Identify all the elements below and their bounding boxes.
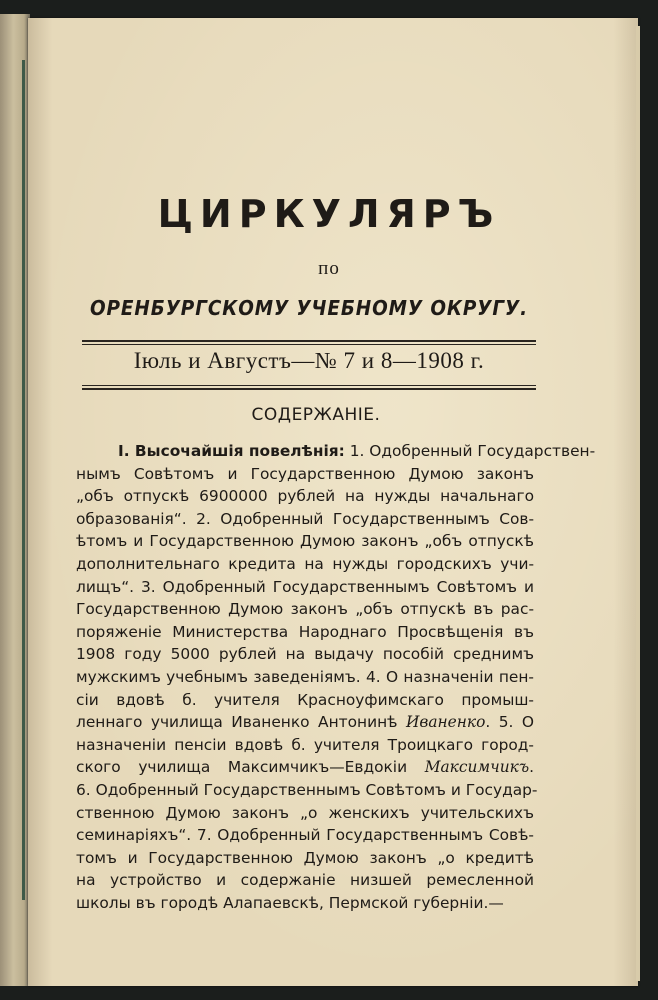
body-line (76, 530, 534, 553)
body-line (76, 824, 534, 847)
body-line-text: леннаго училища Иваненко Антонинѣ (76, 713, 406, 732)
italic-surname: Максимчикъ (424, 758, 530, 777)
spine-binding-line (22, 60, 25, 900)
body-line (76, 869, 534, 892)
body-line (76, 485, 534, 508)
book-spine (0, 14, 30, 986)
body-line-text: школы въ городѣ Алапаевскѣ, Пермской губерніи.— (76, 893, 504, 912)
issue-line: Іюль и Августъ—№ 7 и 8—1908 г. (133, 348, 485, 373)
body-line (76, 643, 534, 666)
body-line (76, 779, 538, 802)
section-lead: I. Высочайшія повелѣнія: (118, 442, 345, 460)
page-edge (636, 26, 640, 981)
body-line-text: ского училища Максимчикъ—Евдокіи (76, 758, 425, 777)
body-line (76, 711, 534, 734)
body-line (76, 847, 534, 870)
body-line (76, 689, 534, 712)
top-rule (82, 340, 536, 342)
body-line-text: 6. Одобренный Государственнымъ Совѣтомъ и Государ- (76, 780, 538, 799)
body-line-text: мужскимъ учебнымъ заведеніямъ. 4. О назначеніи пен- (76, 667, 534, 686)
body-line-text: Государственною Думою законъ „объ отпускѣ въ рас- (76, 600, 534, 619)
title-preposition: по (318, 258, 340, 279)
body-line-text: дополнительнаго кредита на нужды городскихъ учи- (76, 554, 534, 573)
body-line-text: поряженіе Министерства Народнаго Просвѣщенія въ (76, 622, 534, 641)
body-line-tail: . (529, 758, 534, 777)
body-line (76, 802, 534, 825)
district-name: ОРЕНБУРГСКОМУ УЧЕБНОМУ ОКРУГУ. (89, 296, 529, 320)
contents-body (76, 440, 596, 914)
body-line (76, 598, 534, 621)
body-line (76, 440, 596, 463)
body-line-text: ственною Думою законъ „о женскихъ учительскихъ (76, 803, 534, 822)
top-rule-thin (82, 344, 536, 345)
contents-heading: СОДЕРЖАНІЕ. (251, 405, 381, 425)
body-line (76, 666, 534, 689)
body-line-text: на устройство и содержаніе низшей ремесленной (76, 871, 534, 890)
body-line (76, 553, 534, 576)
body-line (76, 576, 534, 599)
body-line-text: „объ отпускѣ 6900000 рублей на нужды начальнаго (76, 487, 534, 506)
body-line (76, 734, 534, 757)
body-line-text: назначеніи пенсіи вдовѣ б. учителя Троицкаго город- (76, 735, 534, 754)
italic-surname: Иваненко (405, 713, 486, 732)
body-line-tail: . 5. О (485, 713, 534, 732)
body-line-text: томъ и Государственною Думою законъ „о кредитѣ (76, 848, 534, 867)
bottom-rule (82, 388, 536, 390)
body-line-text: 1908 году 5000 рублей на выдачу пособій среднимъ (76, 645, 534, 664)
body-line-text: 1. Одобренный Государствен- (344, 442, 596, 460)
body-line (76, 756, 534, 779)
body-line (76, 508, 534, 531)
bottom-rule-thin (82, 385, 536, 386)
body-line-text: образованія“. 2. Одобренный Государственнымъ Сов- (76, 509, 534, 528)
body-line-text: сіи вдовѣ б. учителя Красноуфимскаго промыш- (76, 690, 534, 709)
document-title: ЦИРКУЛЯРЪ (157, 192, 501, 236)
body-line-text: лищъ“. 3. Одобренный Государственнымъ Совѣтомъ и (76, 577, 534, 596)
body-line (76, 892, 534, 915)
body-line-text: нымъ Совѣтомъ и Государственною Думою законъ (76, 464, 534, 483)
body-line-text: ѣтомъ и Государственною Думою законъ „объ отпускѣ (76, 532, 534, 551)
body-line-text: семинаріяхъ“. 7. Одобренный Государственнымъ Совѣ- (76, 826, 534, 845)
body-line (76, 621, 534, 644)
body-line (76, 463, 534, 486)
